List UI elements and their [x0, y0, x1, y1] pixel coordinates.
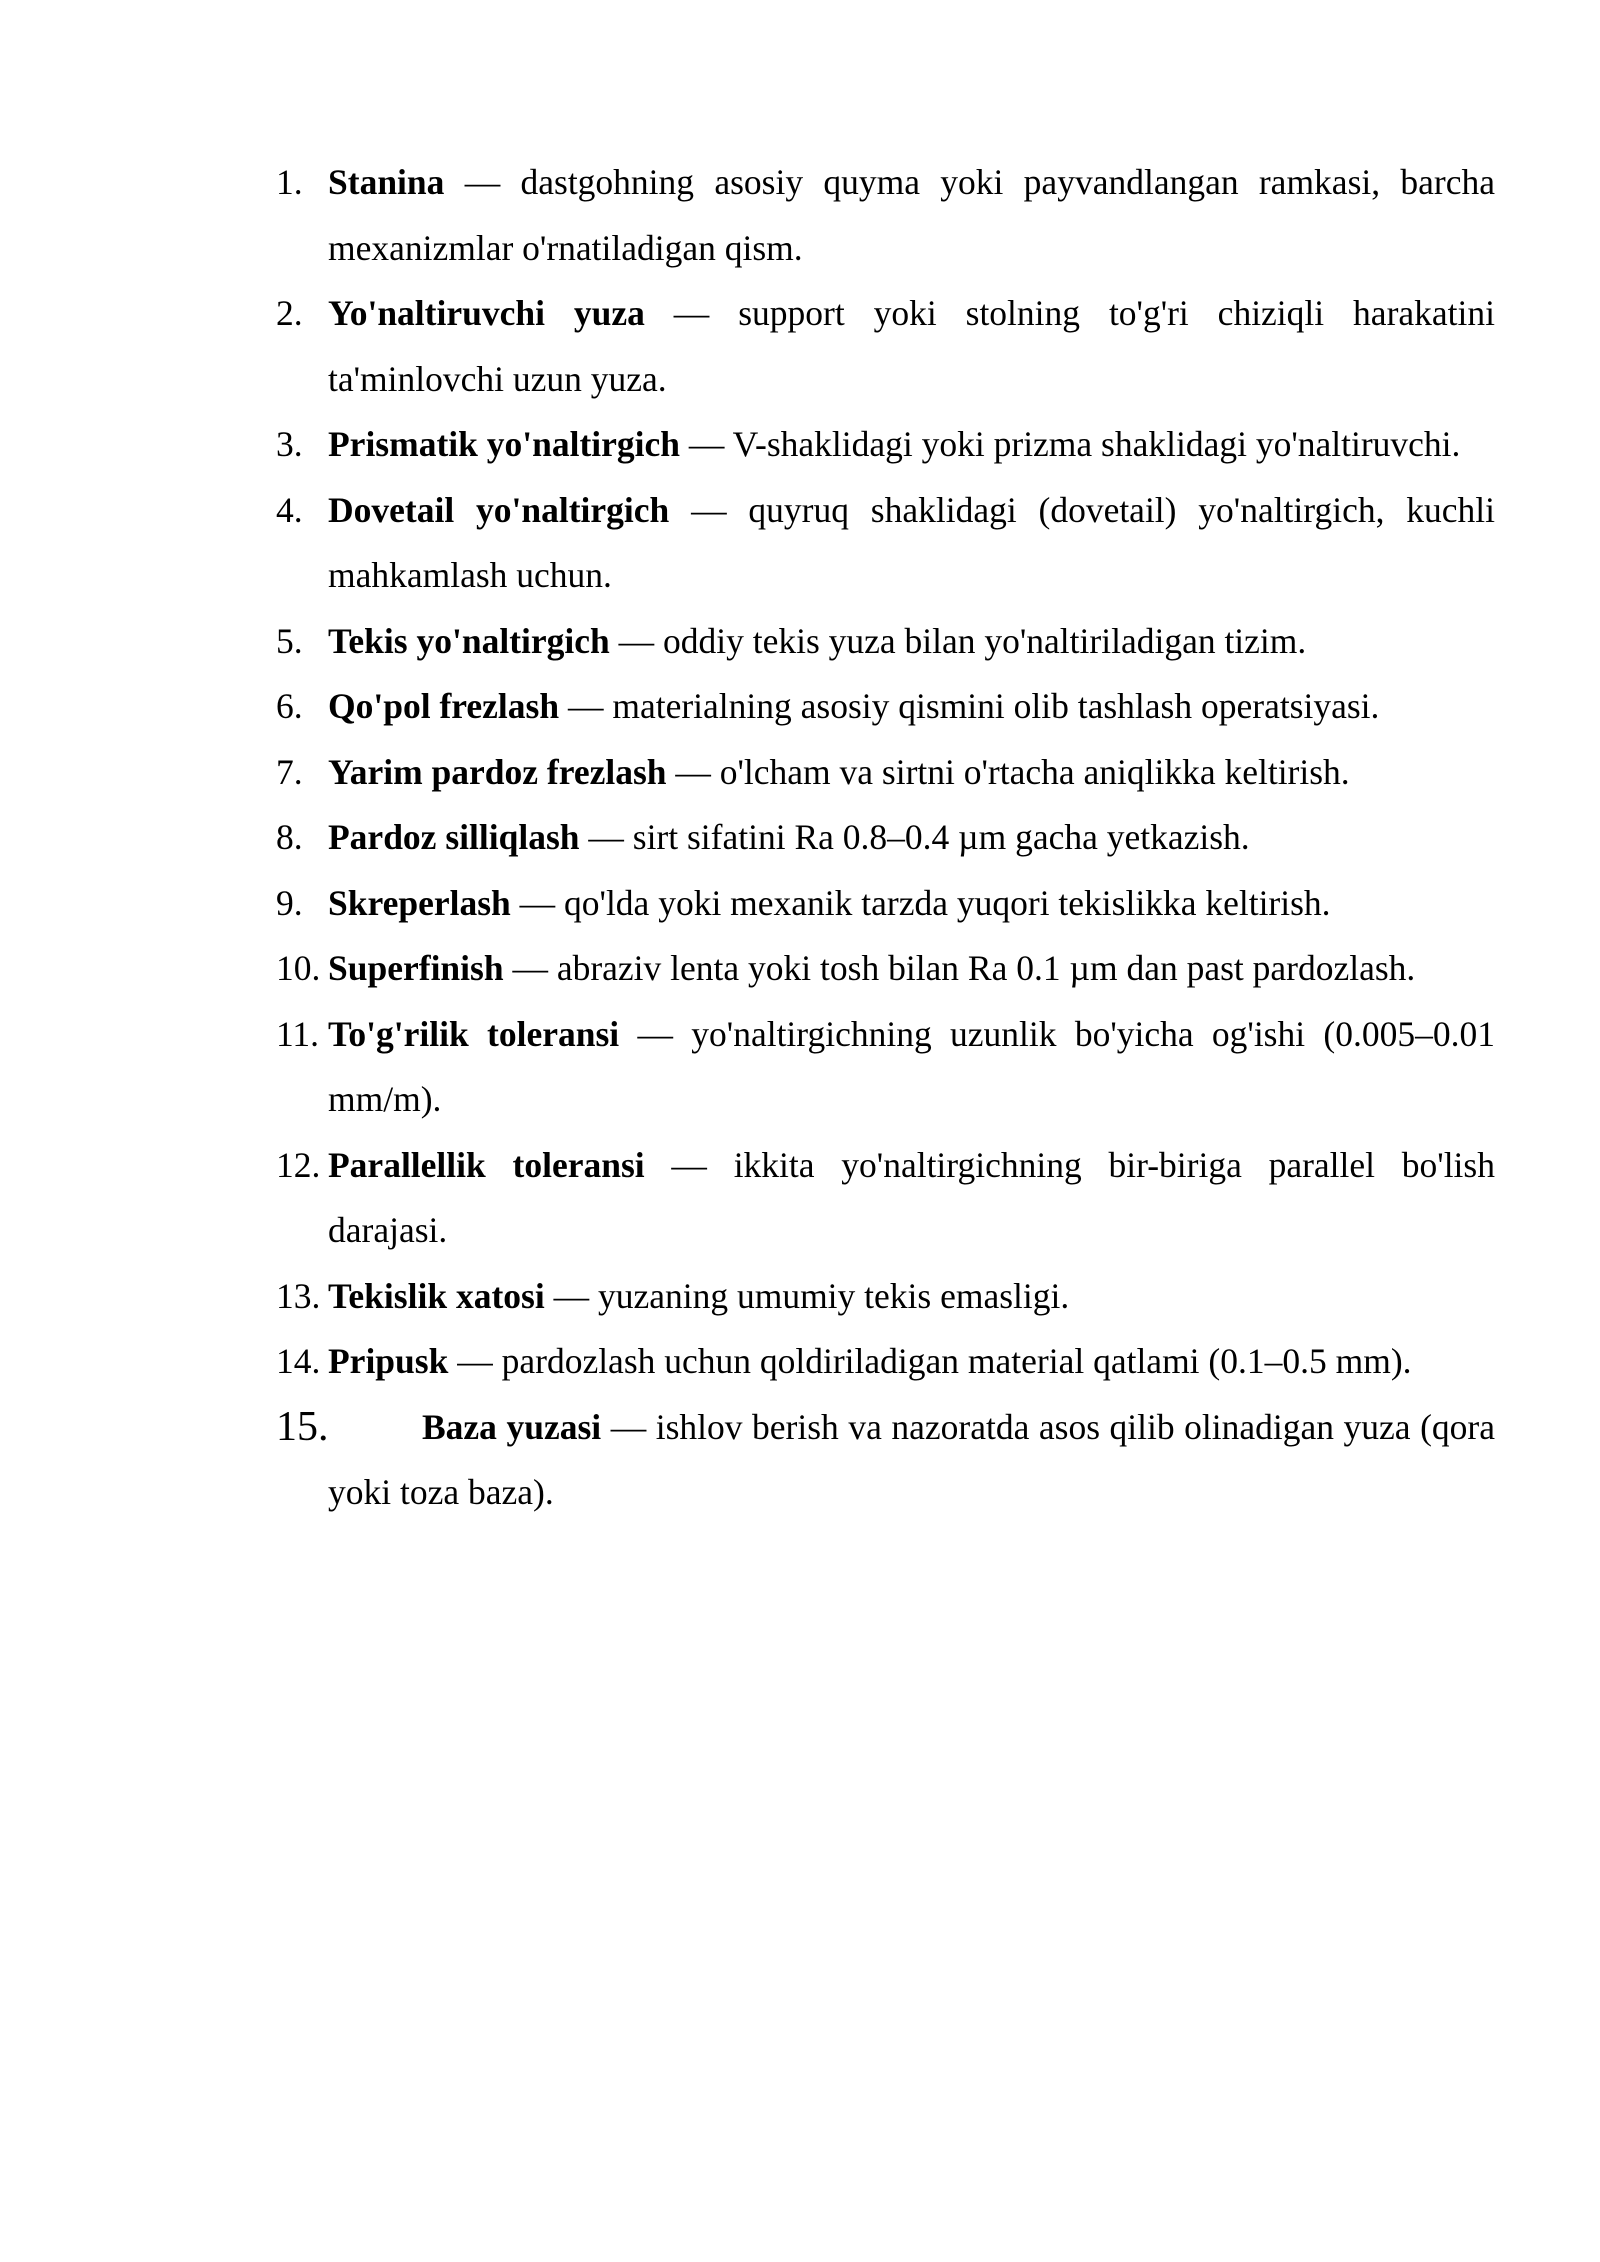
- item-definition: — materialning asosiy qismini olib tashlash operatsiyasi.: [559, 686, 1380, 726]
- list-item: [276, 150, 1495, 281]
- list-item: [276, 805, 1495, 871]
- item-term: Prismatik yo'naltirgich: [328, 424, 681, 464]
- item-number: 11.: [276, 1013, 320, 1054]
- item-number: 6.: [276, 686, 303, 726]
- item-number: 9.: [276, 882, 303, 923]
- item-definition: — ikkita yo'naltirgichning bir-biriga parallel bo'lish darajasi.: [328, 1144, 1495, 1250]
- item-text: [328, 293, 1495, 399]
- item-term: Dovetail yo'naltirgich: [328, 489, 670, 530]
- list-item: [276, 1002, 1495, 1133]
- item-text: [328, 752, 1350, 792]
- list-item: [276, 281, 1495, 412]
- item-number: 7.: [276, 751, 303, 792]
- item-text: [328, 1341, 1412, 1381]
- item-number: 10.: [276, 948, 321, 988]
- item-text: [328, 948, 1415, 988]
- item-definition: — yo'naltirgichning uzunlik bo'yicha og'ishi (0.005–0.01 mm/m).: [328, 1013, 1495, 1119]
- item-definition: — o'lcham va sirtni o'rtacha aniqlikka keltirish.: [666, 751, 1350, 792]
- item-definition: — sirt sifatini Ra 0.8–0.4 µm gacha yetkazish.: [579, 817, 1250, 857]
- terms-list: [276, 150, 1495, 1526]
- item-term: Qo'pol frezlash: [328, 686, 560, 726]
- item-text: [328, 817, 1250, 857]
- item-definition: — qo'lda yoki mexanik tarzda yuqori tekislikka keltirish.: [510, 882, 1331, 923]
- item-number: 14.: [276, 1341, 321, 1381]
- item-text: [328, 1395, 1495, 1526]
- item-term: Superfinish: [328, 948, 504, 988]
- item-term: Yo'naltiruvchi yuza: [328, 293, 645, 333]
- item-term: Skreperlash: [328, 882, 511, 923]
- item-text: [328, 1276, 1069, 1316]
- item-definition: — quyruq shaklidagi (dovetail) yo'naltirgich, kuchli mahkamlash uchun.: [328, 489, 1496, 595]
- item-definition: — dastgohning asosiy quyma yoki payvandlangan ramkasi, barcha mexanizmlar o'rnatiladigan qism.: [328, 162, 1495, 268]
- item-term: Parallellik toleransi: [328, 1144, 645, 1185]
- item-number: 5.: [276, 620, 303, 661]
- item-definition: — ishlov berish va nazoratda asos qilib olinadigan yuza (qora yoki toza baza).: [328, 1406, 1495, 1512]
- item-text: [328, 883, 1331, 923]
- item-number: 15.: [276, 1403, 329, 1450]
- item-term: Tekis yo'naltirgich: [328, 620, 610, 661]
- item-number: 4.: [276, 489, 303, 530]
- list-item: [276, 1329, 1495, 1395]
- item-number: 2.: [276, 293, 303, 333]
- item-text: [328, 686, 1379, 726]
- item-text: [328, 424, 1460, 464]
- list-item: [276, 674, 1495, 740]
- list-item: [276, 609, 1495, 675]
- item-text: [328, 162, 1495, 268]
- item-term: To'g'rilik toleransi: [328, 1013, 620, 1054]
- list-item: [276, 1264, 1495, 1330]
- item-text: [328, 1014, 1495, 1120]
- item-term: Stanina: [328, 162, 445, 202]
- item-term: Pardoz silliqlash: [328, 817, 580, 857]
- list-item: [276, 1133, 1495, 1264]
- list-item: [276, 871, 1495, 937]
- item-definition: — yuzaning umumiy tekis emasligi.: [544, 1275, 1070, 1316]
- list-item: [276, 936, 1495, 1002]
- item-number: 12.: [276, 1144, 321, 1185]
- list-item: [276, 1395, 1495, 1526]
- item-definition: — support yoki stolning to'g'ri chiziqli harakatini ta'minlovchi uzun yuza.: [328, 293, 1495, 399]
- item-definition: — abraziv lenta yoki tosh bilan Ra 0.1 µm dan past pardozlash.: [503, 948, 1416, 988]
- item-number: 8.: [276, 817, 303, 857]
- item-number: 3.: [276, 424, 303, 464]
- item-definition: — pardozlash uchun qoldiriladigan material qatlami (0.1–0.5 mm).: [448, 1341, 1412, 1381]
- item-text: [328, 621, 1306, 661]
- item-term: Tekislik xatosi: [328, 1275, 545, 1316]
- item-number: 13.: [276, 1275, 321, 1316]
- item-term: Baza yuzasi: [422, 1406, 602, 1447]
- item-number: 1.: [276, 162, 303, 202]
- item-definition: — oddiy tekis yuza bilan yo'naltiriladigan tizim.: [609, 620, 1307, 661]
- list-item: [276, 412, 1495, 478]
- item-text: [328, 490, 1495, 596]
- list-item: [276, 740, 1495, 806]
- item-text: [328, 1145, 1495, 1251]
- item-definition: — V-shaklidagi yoki prizma shaklidagi yo'naltiruvchi.: [680, 424, 1461, 464]
- list-item: [276, 478, 1495, 609]
- item-term: Pripusk: [328, 1341, 449, 1381]
- item-term: Yarim pardoz frezlash: [328, 751, 667, 792]
